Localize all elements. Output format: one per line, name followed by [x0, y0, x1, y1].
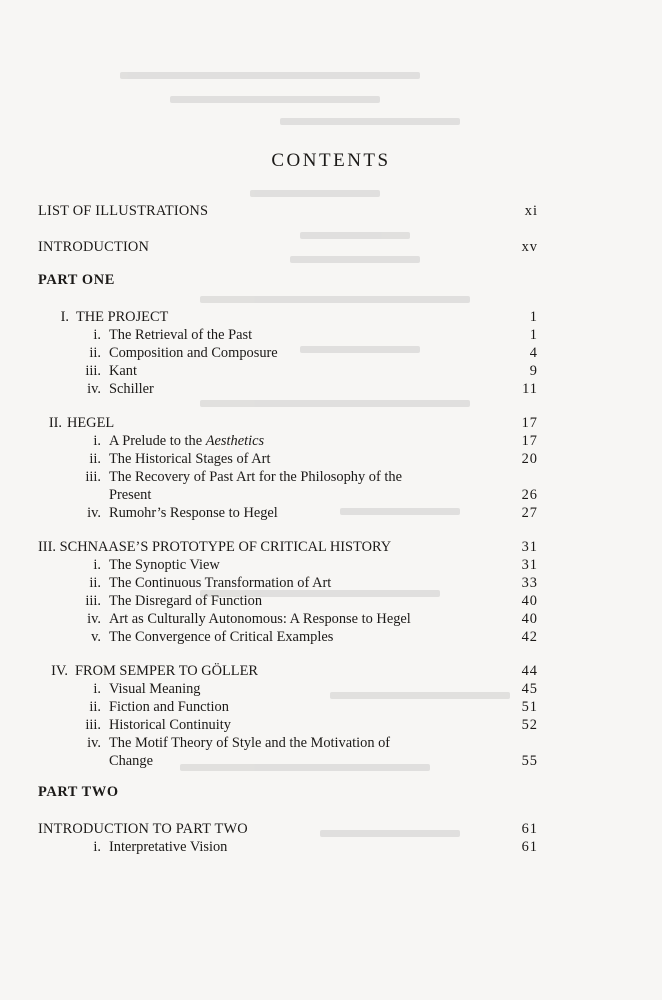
section-title: The Synoptic View	[109, 557, 220, 573]
toc-section	[38, 610, 538, 628]
section-page: 40	[521, 611, 538, 627]
toc-section	[38, 698, 538, 716]
chapter-title: FROM SEMPER TO GÖLLER	[75, 663, 258, 679]
section-page: 11	[522, 381, 538, 397]
toc-entry-label: INTRODUCTION	[38, 239, 150, 255]
toc-section	[38, 680, 538, 698]
toc-chapter-2	[38, 414, 538, 432]
chapter-page: 1	[529, 309, 538, 325]
section-title	[109, 432, 264, 450]
section-title: The Continuous Transformation of Art	[109, 575, 332, 591]
section-number: ii.	[89, 575, 101, 591]
chapter-number: II.	[48, 415, 62, 431]
section-number: iii.	[85, 363, 101, 379]
section-title: The Recovery of Past Art for the Philosophy of the	[109, 469, 402, 485]
section-number: iii.	[85, 717, 101, 733]
section-title-text: A Prelude to the	[109, 433, 206, 449]
section-title-continued: Change	[109, 753, 153, 769]
toc-section	[38, 504, 538, 522]
chapter-page: 44	[521, 663, 538, 679]
section-title-continued: Present	[109, 487, 152, 503]
toc-section	[38, 628, 538, 646]
section-number: iv.	[87, 505, 101, 521]
section-title: The Convergence of Critical Examples	[109, 629, 334, 645]
part-one-heading: PART ONE	[38, 272, 115, 288]
section-page: 33	[521, 575, 538, 591]
toc-section	[38, 734, 500, 752]
toc-chapter-3	[38, 538, 538, 556]
section-page: 55	[521, 753, 538, 769]
toc-chapter-1	[38, 308, 538, 326]
section-page: 45	[521, 681, 538, 697]
section-page: 61	[521, 839, 538, 855]
section-title-italic: Aesthetics	[205, 433, 265, 449]
section-page: 1	[529, 327, 538, 343]
section-page: 52	[521, 717, 538, 733]
toc-chapter-4	[38, 662, 538, 680]
toc-section	[38, 716, 538, 734]
section-number: v.	[91, 629, 101, 645]
toc-entry-introduction	[38, 238, 538, 256]
section-number: ii.	[89, 699, 101, 715]
section-title: Art as Culturally Autonomous: A Response to Hegel	[109, 611, 411, 627]
section-number: iv.	[87, 611, 101, 627]
toc-section	[38, 380, 538, 398]
part-two-heading: PART TWO	[38, 784, 119, 800]
chapter-title: SCHNAASE’S PROTOTYPE OF CRITICAL HISTORY	[59, 539, 392, 555]
toc-section	[38, 468, 500, 486]
toc-section	[38, 592, 538, 610]
section-number: i.	[93, 839, 101, 855]
chapter-page: 31	[521, 539, 538, 555]
section-number: iv.	[87, 381, 101, 397]
chapter-heading	[38, 538, 391, 556]
section-title: Visual Meaning	[109, 681, 201, 697]
section-number: ii.	[89, 451, 101, 467]
toc-entry-part-two-intro	[38, 820, 538, 838]
toc-section	[38, 838, 538, 856]
toc-entry-label: LIST OF ILLUSTRATIONS	[38, 203, 209, 219]
toc-section	[38, 362, 538, 380]
section-page: 17	[521, 433, 538, 449]
toc-entry-page: xv	[521, 239, 538, 255]
section-title: Schiller	[109, 381, 154, 397]
toc-section	[38, 450, 538, 468]
section-title: Composition and Composure	[109, 345, 278, 361]
section-title: Kant	[109, 363, 137, 379]
section-page: 4	[529, 345, 538, 361]
section-page: 27	[521, 505, 538, 521]
chapter-number: IV.	[51, 663, 68, 679]
section-number: i.	[93, 433, 101, 449]
section-page: 9	[529, 363, 538, 379]
chapter-number: I.	[60, 309, 69, 325]
section-title: Historical Continuity	[109, 717, 231, 733]
section-title: The Retrieval of the Past	[109, 327, 253, 343]
section-page: 20	[521, 451, 538, 467]
toc-section	[38, 344, 538, 362]
toc-entry-page: 61	[521, 821, 538, 837]
page-title: CONTENTS	[271, 150, 391, 171]
chapter-page: 17	[521, 415, 538, 431]
section-title: Fiction and Function	[109, 699, 229, 715]
section-number: i.	[93, 327, 101, 343]
toc-section	[38, 556, 538, 574]
section-page: 40	[521, 593, 538, 609]
section-page: 51	[521, 699, 538, 715]
chapter-number: III.	[38, 539, 56, 555]
chapter-title: HEGEL	[67, 415, 115, 431]
section-number: ii.	[89, 345, 101, 361]
section-page: 42	[521, 629, 538, 645]
toc-section	[38, 574, 538, 592]
section-title: The Motif Theory of Style and the Motivation of	[109, 735, 391, 751]
section-title: The Disregard of Function	[109, 593, 263, 609]
section-number: iii.	[85, 469, 101, 485]
section-title: The Historical Stages of Art	[109, 451, 271, 467]
toc-section	[38, 432, 538, 450]
toc-entry-illustrations	[38, 202, 538, 220]
section-number: i.	[93, 557, 101, 573]
section-page: 31	[521, 557, 538, 573]
section-title: Rumohr’s Response to Hegel	[109, 505, 278, 521]
section-page: 26	[521, 487, 538, 503]
chapter-title: THE PROJECT	[76, 309, 169, 325]
toc-section	[38, 326, 538, 344]
section-number: iv.	[87, 735, 101, 751]
section-title: Interpretative Vision	[109, 839, 228, 855]
section-number: iii.	[85, 593, 101, 609]
toc-entry-page: xi	[524, 203, 538, 219]
section-number: i.	[93, 681, 101, 697]
toc-entry-label: INTRODUCTION TO PART TWO	[38, 821, 248, 837]
